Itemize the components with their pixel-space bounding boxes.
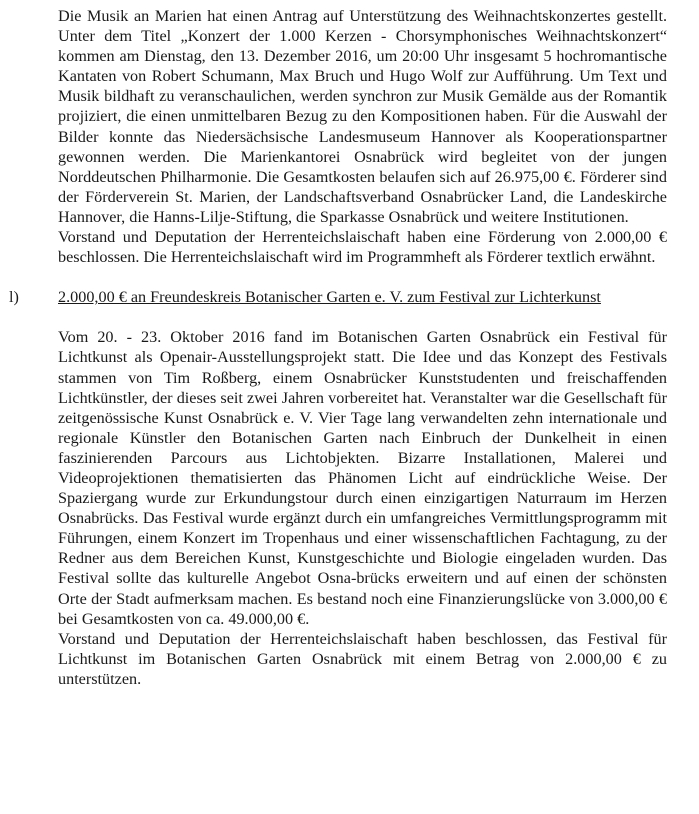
- document-page: [9, 6, 667, 689]
- section-heading-l: [9, 287, 667, 307]
- spacer: [58, 307, 667, 327]
- spacer: [58, 267, 667, 287]
- section-title: 2.000,00 € an Freundeskreis Botanischer Garten e. V. zum Festival zur Lichterkunst: [58, 288, 601, 307]
- paragraph-konzert-decision: Vorstand und Deputation der Herrenteichslaischaft haben eine Förderung von 2.000,00 € beschlossen. Die Herrenteichslaischaft wird im Programmheft als Förderer textlich erwähnt.: [58, 228, 667, 267]
- paragraph-festival-description: Vom 20. - 23. Oktober 2016 fand im Botanischen Garten Osnabrück ein Festival für Lichtkunst als Openair-Ausstellungsprojekt statt. Die Idee und das Konzept des Festivals stammen von Tim Roßberg, einem Osnabrücker Kunststudenten und freischaffenden Lichtkünstler, der dieses seit zwei Jahren vorbereitet hat. Veranstalter war die Gesellschaft für zeitgenössische Kunst Osnabrück e. V. Vier Tage lang verwandelten zehn internationale und regionale Künstler den Botanischen Garten nach Einbruch der Dunkelheit in einen faszinierenden Parcours aus Lichtobjekten. Bizarre Installationen, Malerei und Videoprojektionen thematisierten das Phänomen Licht auf eindrückliche Weise. Der Spaziergang wurde zur Erkundungstour durch einen einzigartigen Naturraum im Herzen Osnabrücks. Das Festival wurde ergänzt durch ein umfangreiches Vermittlungsprogramm mit Führungen, einem Konzert im Tropenhaus und einer wissenschaftlichen Fachtagung, zu der Redner aus dem Bereichen Kunst, Kunstgeschichte und Biologie eingeladen wurden. Das Festival sollte das kulturelle Angebot Osna-brücks erweitern und auf einen der schönsten Orte der Stadt aufmerksam machen. Es bestand noch eine Finanzierungslücke von 3.000,00 € bei Gesamtkosten von ca. 49.000,00 €.: [58, 328, 667, 628]
- section-marker: l): [9, 288, 19, 307]
- paragraph-festival-decision: Vorstand und Deputation der Herrenteichslaischaft haben beschlossen, das Festival für Lichtkunst im Botanischen Garten Osnabrück mit einem Betrag von 2.000,00 € zu unterstützen.: [58, 629, 667, 688]
- paragraph-konzert-description: Die Musik an Marien hat einen Antrag auf Unterstützung des Weihnachtskonzertes gestellt. Unter dem Titel „Konzert der 1.000 Kerzen - Chorsymphonisches Weihnachtskonzert“ kommen am Dienstag, den 13. Dezember 2016, um 20:00 Uhr insgesamt 5 hochromantische Kantaten von Robert Schumann, Max Bruch und Hugo Wolf zur Aufführung. Um Text und Musik bildhaft zu veranschaulichen, werden synchron zur Musik Gemälde aus der Romantik projiziert, die einen unmittelbaren Bezug zu den Kompositionen haben. Für die Auswahl der Bilder konnte das Niedersächsische Landesmuseum Hannover als Kooperationspartner gewonnen werden. Die Marienkantorei Osnabrück wird begleitet von der jungen Norddeutschen Philharmonie. Die Gesamtkosten belaufen sich auf 26.975,00 €. Förderer sind der Förderverein St. Marien, der Landschaftsverband Osnabrücker Land, die Landeskirche Hannover, die Hanns-Lilje-Stiftung, die Sparkasse Osnabrück und weitere Institutionen.: [58, 7, 667, 226]
